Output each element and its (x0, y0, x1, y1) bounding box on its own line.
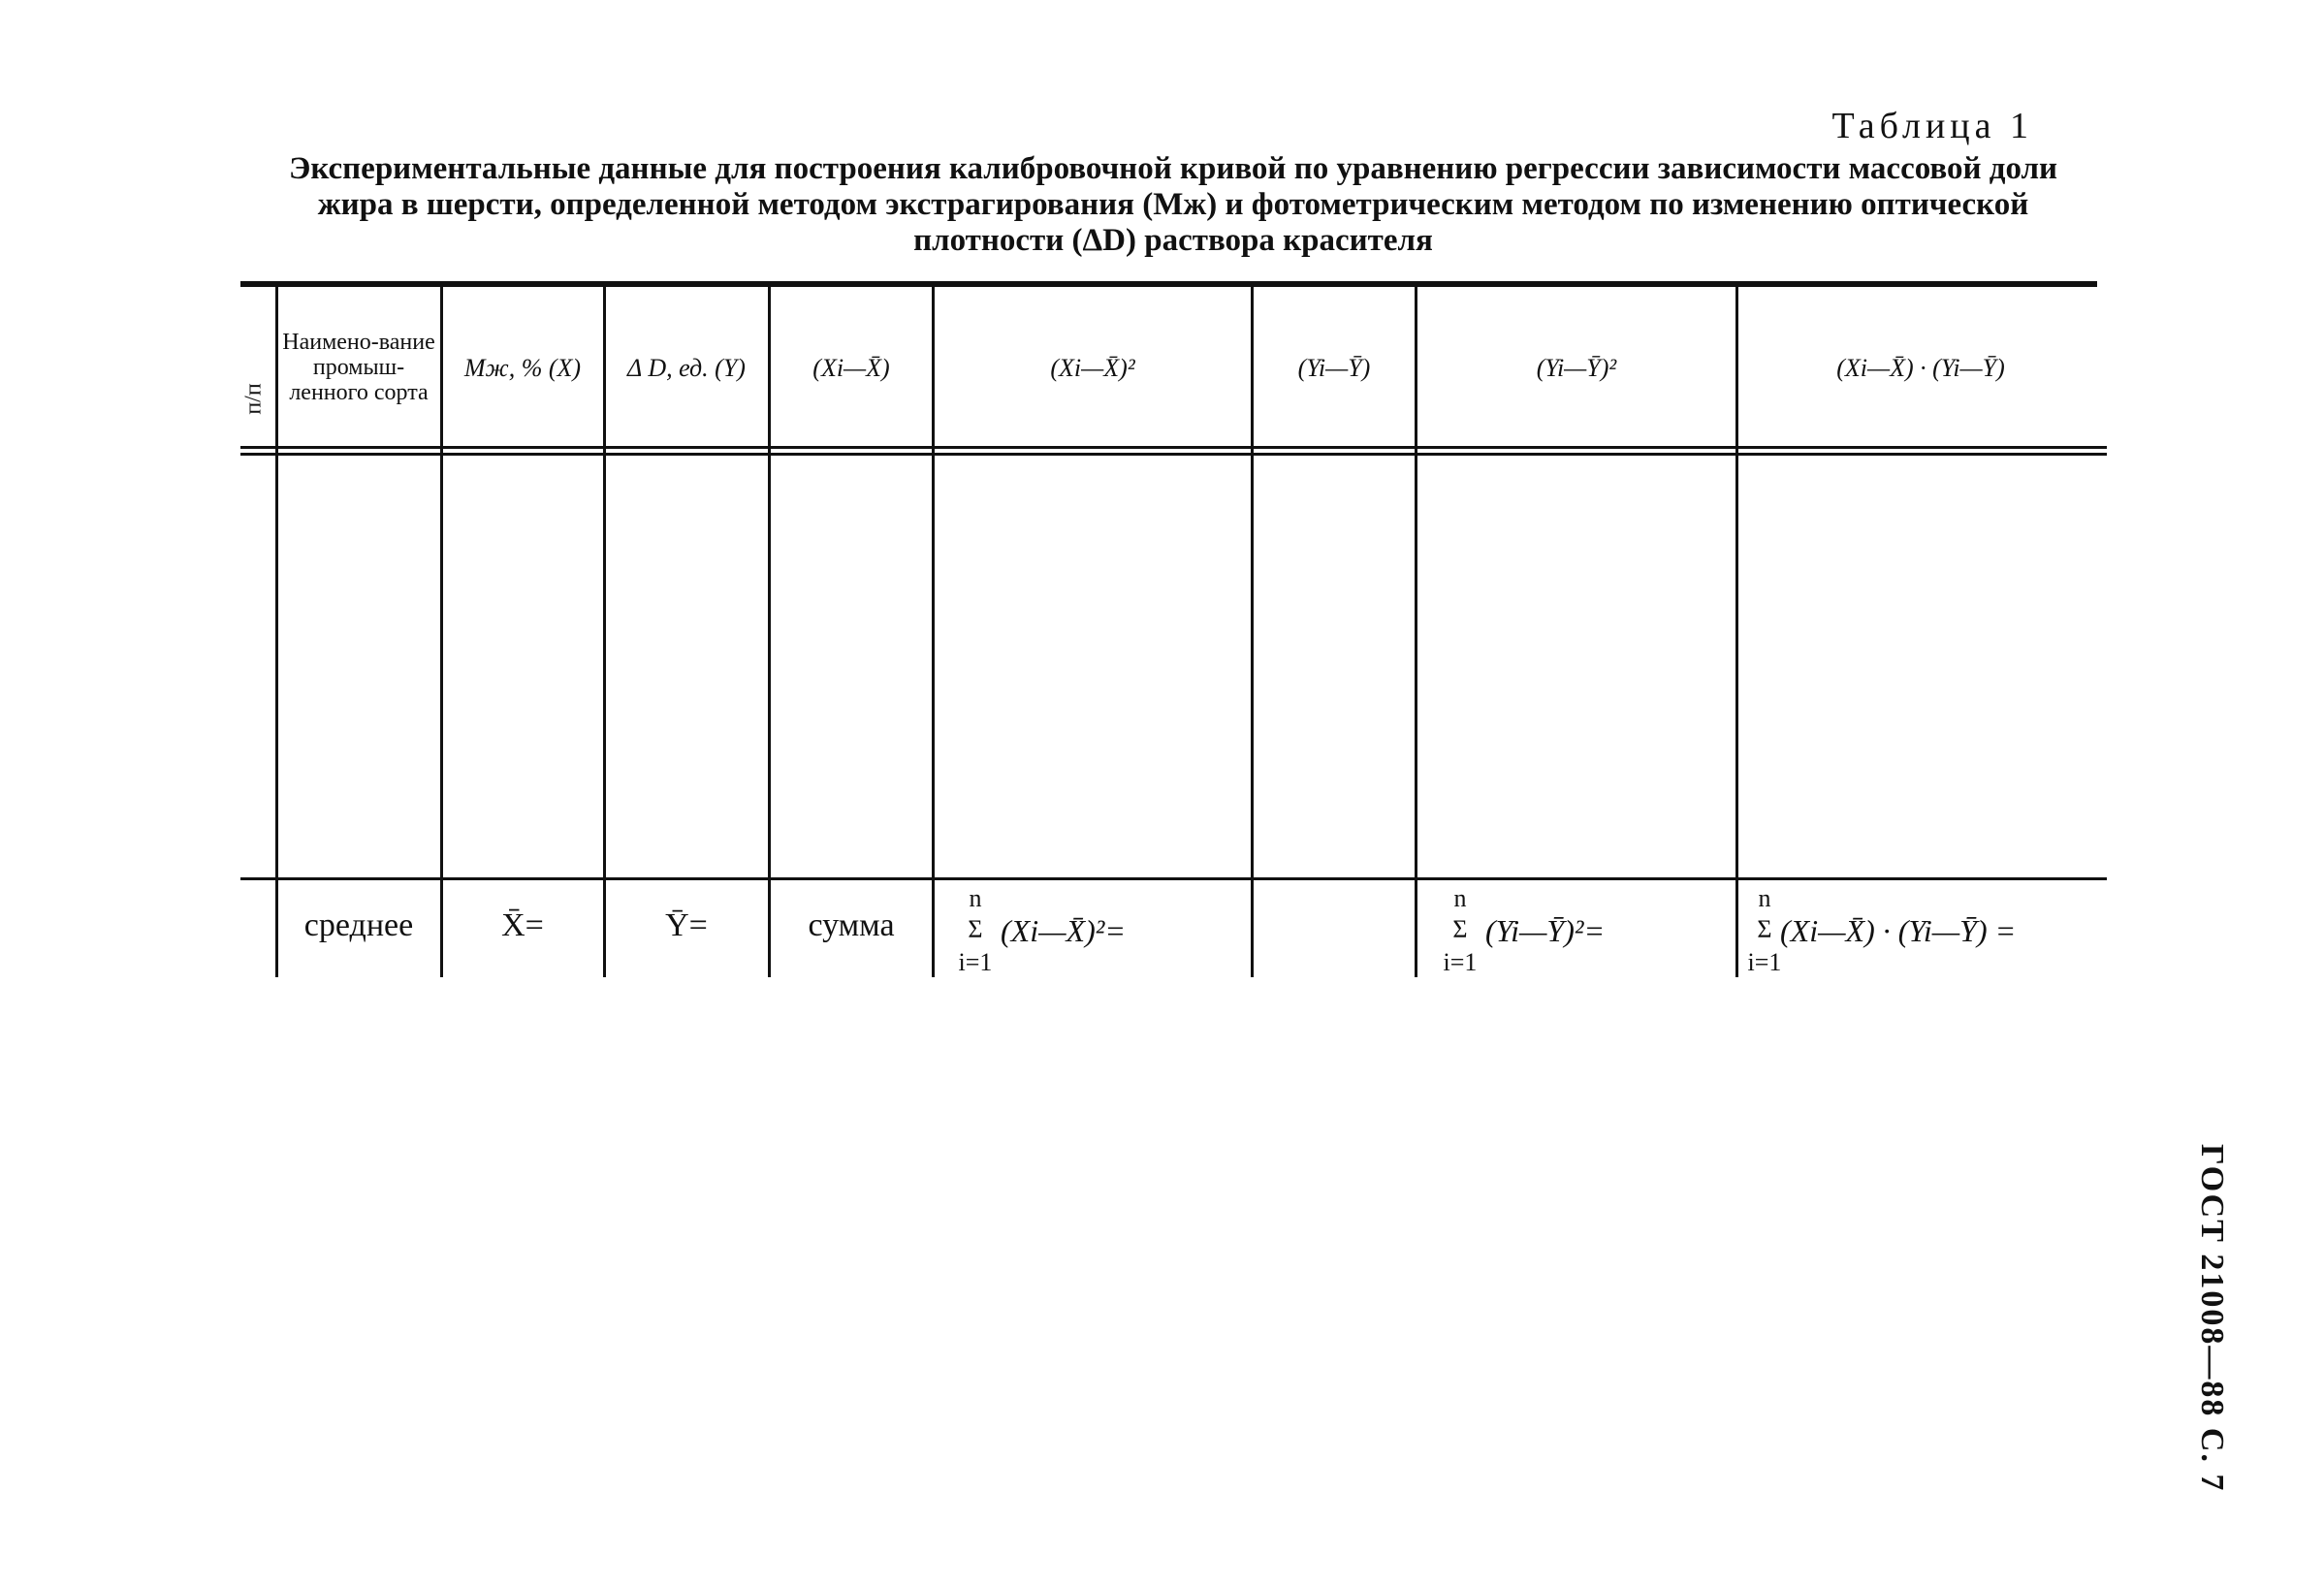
header-xd2: (Xi—X̄)² (1050, 353, 1135, 382)
header-xd: (Xi—X̄) (812, 353, 890, 382)
sum-sign: Σ (1757, 915, 1772, 943)
sum-sign: Σ (1452, 915, 1468, 943)
footer-name: среднее (303, 907, 414, 943)
col-divider (603, 287, 606, 977)
footer-x-mean: X̄= (501, 907, 544, 943)
sum-xy-expr: (Xi—X̄) · (Yi—Ȳ) = (1780, 913, 2017, 948)
top-rule (240, 281, 2097, 287)
col-divider (440, 287, 443, 977)
sum-lower: i=1 (1747, 948, 1782, 976)
col-divider (768, 287, 771, 977)
footer-y-mean: Ȳ= (665, 907, 708, 943)
header-yd: (Yi—Ȳ) (1297, 353, 1371, 382)
header-num: п/п (240, 383, 267, 415)
sum-upper: n (1758, 884, 1771, 912)
table-label: Таблица 1 (1831, 106, 2033, 146)
sum-lower: i=1 (1443, 948, 1478, 976)
col-divider (932, 287, 935, 977)
table-caption: Экспериментальные данные для построения калибровочной кривой по уравнению регрессии зависимости массовой доли жира в шерсти, определенной методом экстрагирования (Mж) и фотометрическим методом по изменению оптической плотности (ΔD) раствора красителя (288, 151, 2058, 258)
header-double-rule-2 (240, 453, 2107, 456)
side-label: ГОСТ 21008—88 С. 7 (2194, 1144, 2230, 1493)
footer-sum: сумма (808, 907, 895, 943)
header-name: Наимено-вание промыш-ленного сорта (282, 330, 435, 405)
sum-upper: n (969, 884, 982, 912)
header-xy: (Xi—X̄) · (Yi—Ȳ) (1836, 353, 2005, 382)
col-divider (1251, 287, 1254, 977)
header-double-rule-1 (240, 446, 2107, 449)
header-yd2: (Yi—Ȳ)² (1536, 353, 1617, 382)
col-divider (1415, 287, 1417, 977)
sum-x2-expr: (Xi—X̄)²= (1001, 913, 1126, 948)
header-mzh: Mж, % (X) (463, 353, 582, 382)
sum-sign: Σ (968, 915, 983, 943)
sum-lower: i=1 (958, 948, 993, 976)
sum-y2-expr: (Yi—Ȳ)²= (1485, 913, 1606, 948)
col-divider (275, 287, 278, 977)
col-divider (1735, 287, 1738, 977)
sum-upper: n (1453, 884, 1467, 912)
header-dd: Δ D, ед. (Y) (627, 353, 746, 382)
